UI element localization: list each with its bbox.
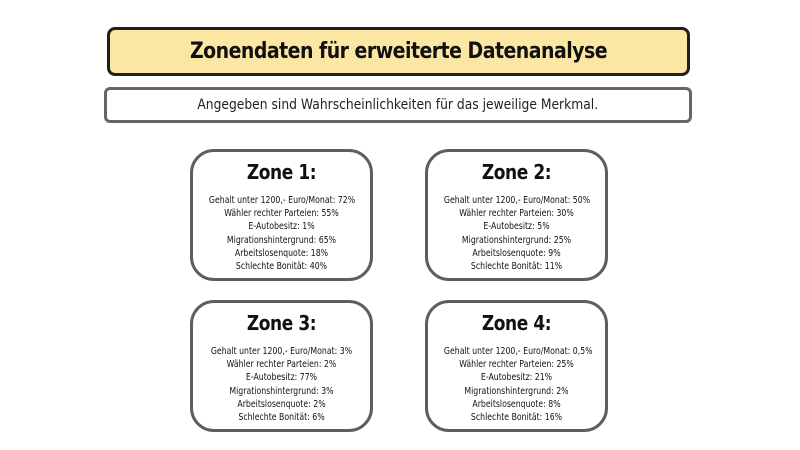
zone-attribute: E-Autobesitz: 1%: [248, 221, 315, 233]
zone-attribute: Gehalt unter 1200,- Euro/Monat: 3%: [210, 346, 353, 357]
zone-attribute: E-Autobesitz: 21%: [480, 372, 553, 384]
zone-card-3: [190, 300, 373, 432]
page-title: Zonendaten für erweiterte Datenanalyse: [189, 39, 608, 64]
zone-attribute: Migrationshintergrund: 2%: [464, 385, 569, 397]
zone-attribute: Schlechte Bonität: 40%: [235, 261, 328, 273]
zone-card-4: [425, 300, 608, 432]
zone-title: Zone 2:: [481, 160, 552, 184]
zone-attribute: Gehalt unter 1200,- Euro/Monat: 72%: [208, 195, 356, 206]
page-subtitle: Angegeben sind Wahrscheinlichkeiten für das jeweilige Merkmal.: [197, 97, 599, 113]
zone-attribute: Arbeitslosenquote: 9%: [472, 247, 561, 259]
zone-attribute: Arbeitslosenquote: 2%: [237, 398, 326, 410]
zone-title: Zone 1:: [246, 160, 317, 184]
zone-card-1: [190, 149, 373, 281]
zone-card-2: [425, 149, 608, 281]
zone-attribute: Schlechte Bonität: 16%: [470, 412, 563, 424]
zone-attribute: Schlechte Bonität: 6%: [238, 412, 325, 424]
zone-attribute: E-Autobesitz: 77%: [245, 372, 318, 384]
title-banner: [107, 27, 690, 76]
zone-attribute-list: [193, 194, 370, 273]
zone-title: Zone 3:: [246, 311, 317, 335]
zone-attribute: Migrationshintergrund: 25%: [461, 234, 572, 246]
zone-attribute: Migrationshintergrund: 3%: [229, 385, 334, 397]
zone-attribute: Wähler rechter Parteien: 25%: [459, 359, 574, 371]
zone-attribute-list: [428, 194, 605, 273]
zone-attribute: Gehalt unter 1200,- Euro/Monat: 50%: [443, 195, 591, 206]
subtitle-banner: [104, 87, 692, 123]
zone-attribute-list: [428, 345, 605, 424]
zone-attribute: Schlechte Bonität: 11%: [470, 261, 563, 273]
zone-attribute: E-Autobesitz: 5%: [483, 221, 550, 233]
zone-attribute: Wähler rechter Parteien: 2%: [226, 359, 337, 371]
zone-title: Zone 4:: [481, 311, 552, 335]
zone-attribute: Wähler rechter Parteien: 30%: [459, 208, 574, 220]
zone-attribute: Arbeitslosenquote: 18%: [234, 247, 329, 259]
zone-attribute-list: [193, 345, 370, 424]
zone-attribute: Wähler rechter Parteien: 55%: [224, 208, 339, 220]
zone-attribute: Migrationshintergrund: 65%: [226, 234, 337, 246]
zone-attribute: Gehalt unter 1200,- Euro/Monat: 0,5%: [443, 346, 593, 357]
zone-attribute: Arbeitslosenquote: 8%: [472, 398, 561, 410]
